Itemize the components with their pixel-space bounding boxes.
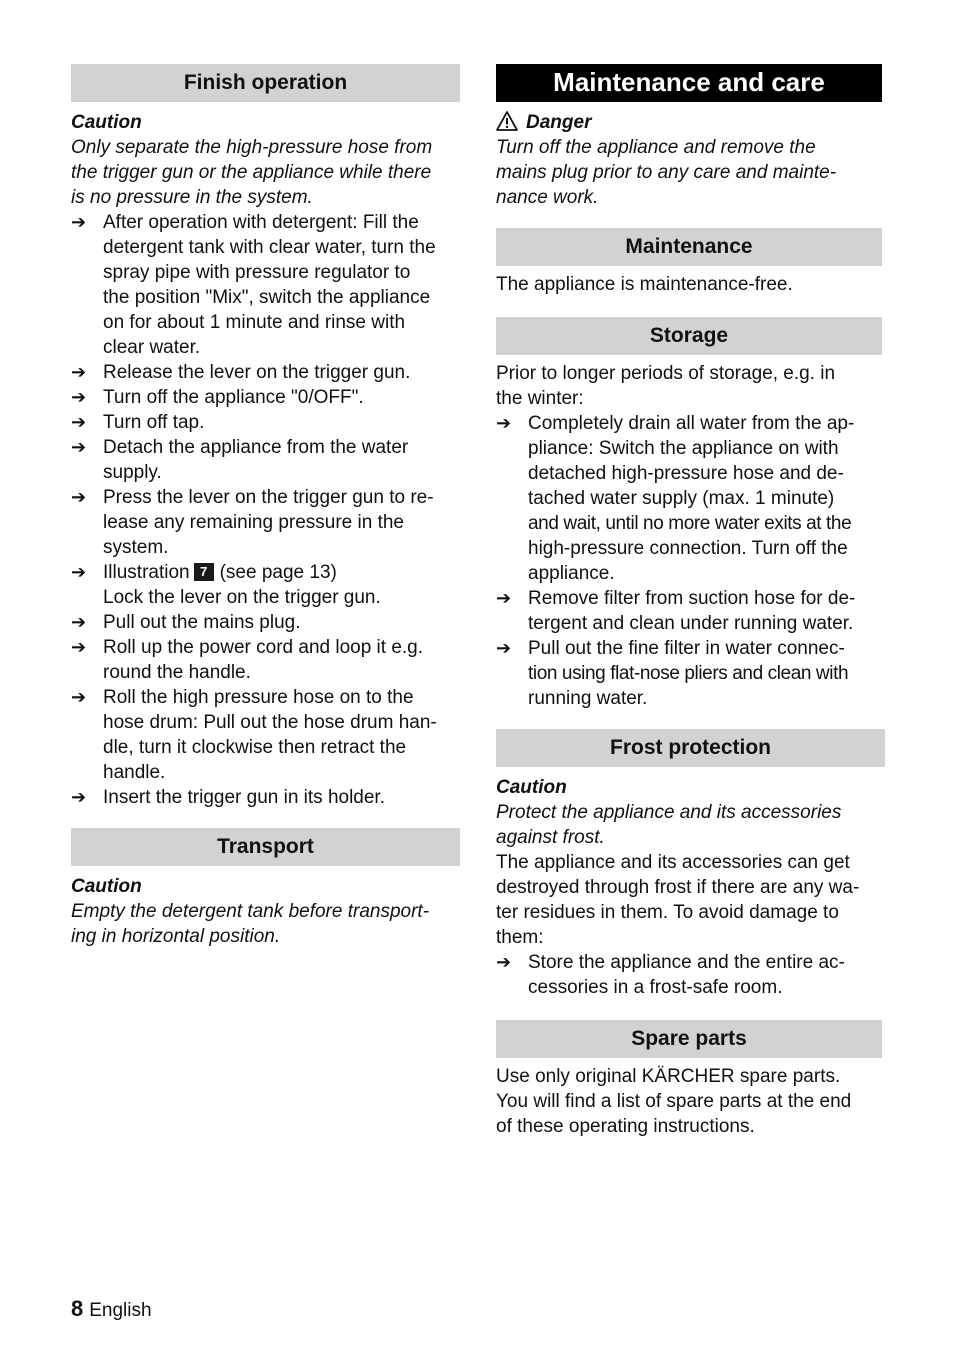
danger-label: Danger — [526, 112, 592, 133]
left-column — [71, 64, 460, 949]
illustration-number-badge: 7 — [194, 563, 214, 581]
arrow-right-icon: ➔ — [496, 413, 512, 433]
arrow-right-icon: ➔ — [71, 487, 87, 507]
caution-text: ing in horizontal position. — [71, 926, 281, 947]
maintenance-text: The appliance is maintenance-free. — [496, 274, 793, 295]
arrow-right-icon: ➔ — [71, 437, 87, 457]
caution-text: Empty the detergent tank before transport- — [71, 901, 430, 922]
caution-label: Caution — [496, 777, 567, 798]
list-item: ➔ Illustration 7 (see page 13) Lock the lever on the trigger gun. — [71, 562, 381, 608]
list-item: ➔ Insert the trigger gun in its holder. — [71, 787, 385, 808]
danger-text: mains plug prior to any care and mainte- — [496, 162, 837, 183]
caution-text: is no pressure in the system. — [71, 187, 313, 208]
list-item: ➔ Roll the high pressure hose on to the hose drum: Pull out the hose drum han- dle, turn it clockwise then retract the handle. — [71, 687, 437, 783]
arrow-right-icon: ➔ — [71, 612, 87, 632]
list-item: ➔ Release the lever on the trigger gun. — [71, 362, 411, 383]
arrow-right-icon: ➔ — [496, 638, 512, 658]
list-item: ➔ Turn off the appliance "0/OFF". — [71, 387, 364, 408]
danger-text: nance work. — [496, 187, 599, 208]
danger-text: Turn off the appliance and remove the — [496, 137, 816, 158]
arrow-right-icon: ➔ — [71, 412, 87, 432]
maintenance-heading: Maintenance — [496, 228, 882, 266]
arrow-right-icon: ➔ — [71, 787, 87, 807]
page-number: 8 — [71, 1296, 84, 1321]
list-item: ➔ Turn off tap. — [71, 412, 205, 433]
page-footer — [71, 1295, 152, 1325]
arrow-right-icon: ➔ — [496, 588, 512, 608]
caution-text: against frost. — [496, 827, 605, 848]
caution-text: Only separate the high-pressure hose from — [71, 137, 433, 158]
list-item: ➔ Detach the appliance from the water supply. — [71, 437, 409, 483]
transport-heading: Transport — [71, 828, 460, 866]
list-item: ➔ Completely drain all water from the ap- pliance: Switch the appliance on with detached high-pressure hose and de- tached water supply (max. 1 minute) and wait, until no more water exits at the high-pressure connection. Turn off the appliance. — [496, 413, 855, 584]
list-item: ➔ Store the appliance and the entire ac- cessories in a frost-safe room. — [496, 952, 845, 998]
warning-triangle-icon — [496, 111, 518, 131]
caution-text: the trigger gun or the appliance while there — [71, 162, 432, 183]
list-item: ➔ Press the lever on the trigger gun to re- lease any remaining pressure in the system. — [71, 487, 434, 558]
finish-operation-heading: Finish operation — [71, 64, 460, 102]
arrow-right-icon: ➔ — [71, 212, 87, 232]
caution-label: Caution — [71, 876, 142, 897]
list-item: ➔ Pull out the fine filter in water connec- tion using flat-nose pliers and clean with running water. — [496, 638, 849, 709]
spare-parts-heading: Spare parts — [496, 1020, 882, 1058]
frost-protection-heading: Frost protection — [496, 729, 885, 767]
language-label: English — [89, 1300, 152, 1321]
list-item: ➔ Roll up the power cord and loop it e.g. round the handle. — [71, 637, 424, 683]
maintenance-and-care-title: Maintenance and care — [496, 64, 882, 102]
arrow-right-icon: ➔ — [71, 562, 87, 582]
arrow-right-icon: ➔ — [71, 687, 87, 707]
list-item: ➔ Pull out the mains plug. — [71, 612, 301, 633]
right-column: Maintenance and care Danger Turn off the appliance and remove the mains plug prior to any care and mainte- nance work. Maintenance The appliance is maintenance-free. Storage Prior to longer periods of storage, e.g. in the winter: ➔ Completely drain all water from the ap- pliance: Switch the appliance on with detached high-pressure hose and de- tached water supply (max. 1 minute) and wait, until no more water exits at the high-pressure connection. Turn off the appliance. ➔ Remove filter from suction hose for de- tergent and clean under running water. ➔ Pull out the fine filter in water connec- tion using flat-nose pliers and clean with running water. Frost protection Caution Protect the appliance and its accessories against frost. The appliance and its accessories can get destroyed through frost if there are any wa- ter residues in them. To avoid damage to them: ➔ Store the appliance and the entire ac- cessories in a frost-safe room. Spare parts Use only original KÄRCHER spare parts. You will find a list of spare parts at the end of these operating instructions. — [496, 64, 885, 1139]
storage-heading: Storage — [496, 317, 882, 355]
arrow-right-icon: ➔ — [71, 637, 87, 657]
arrow-right-icon: ➔ — [71, 362, 87, 382]
caution-text: Protect the appliance and its accessories — [496, 802, 842, 823]
arrow-right-icon: ➔ — [71, 387, 87, 407]
arrow-right-icon: ➔ — [496, 952, 512, 972]
list-item: ➔ Remove filter from suction hose for de- tergent and clean under running water. — [496, 588, 856, 634]
list-item: ➔ After operation with detergent: Fill the detergent tank with clear water, turn the spray pipe with pressure regulator to the position "Mix", switch the appliance on for about 1 minute and rinse with clear water. — [71, 212, 436, 358]
caution-label: Caution — [71, 112, 142, 133]
